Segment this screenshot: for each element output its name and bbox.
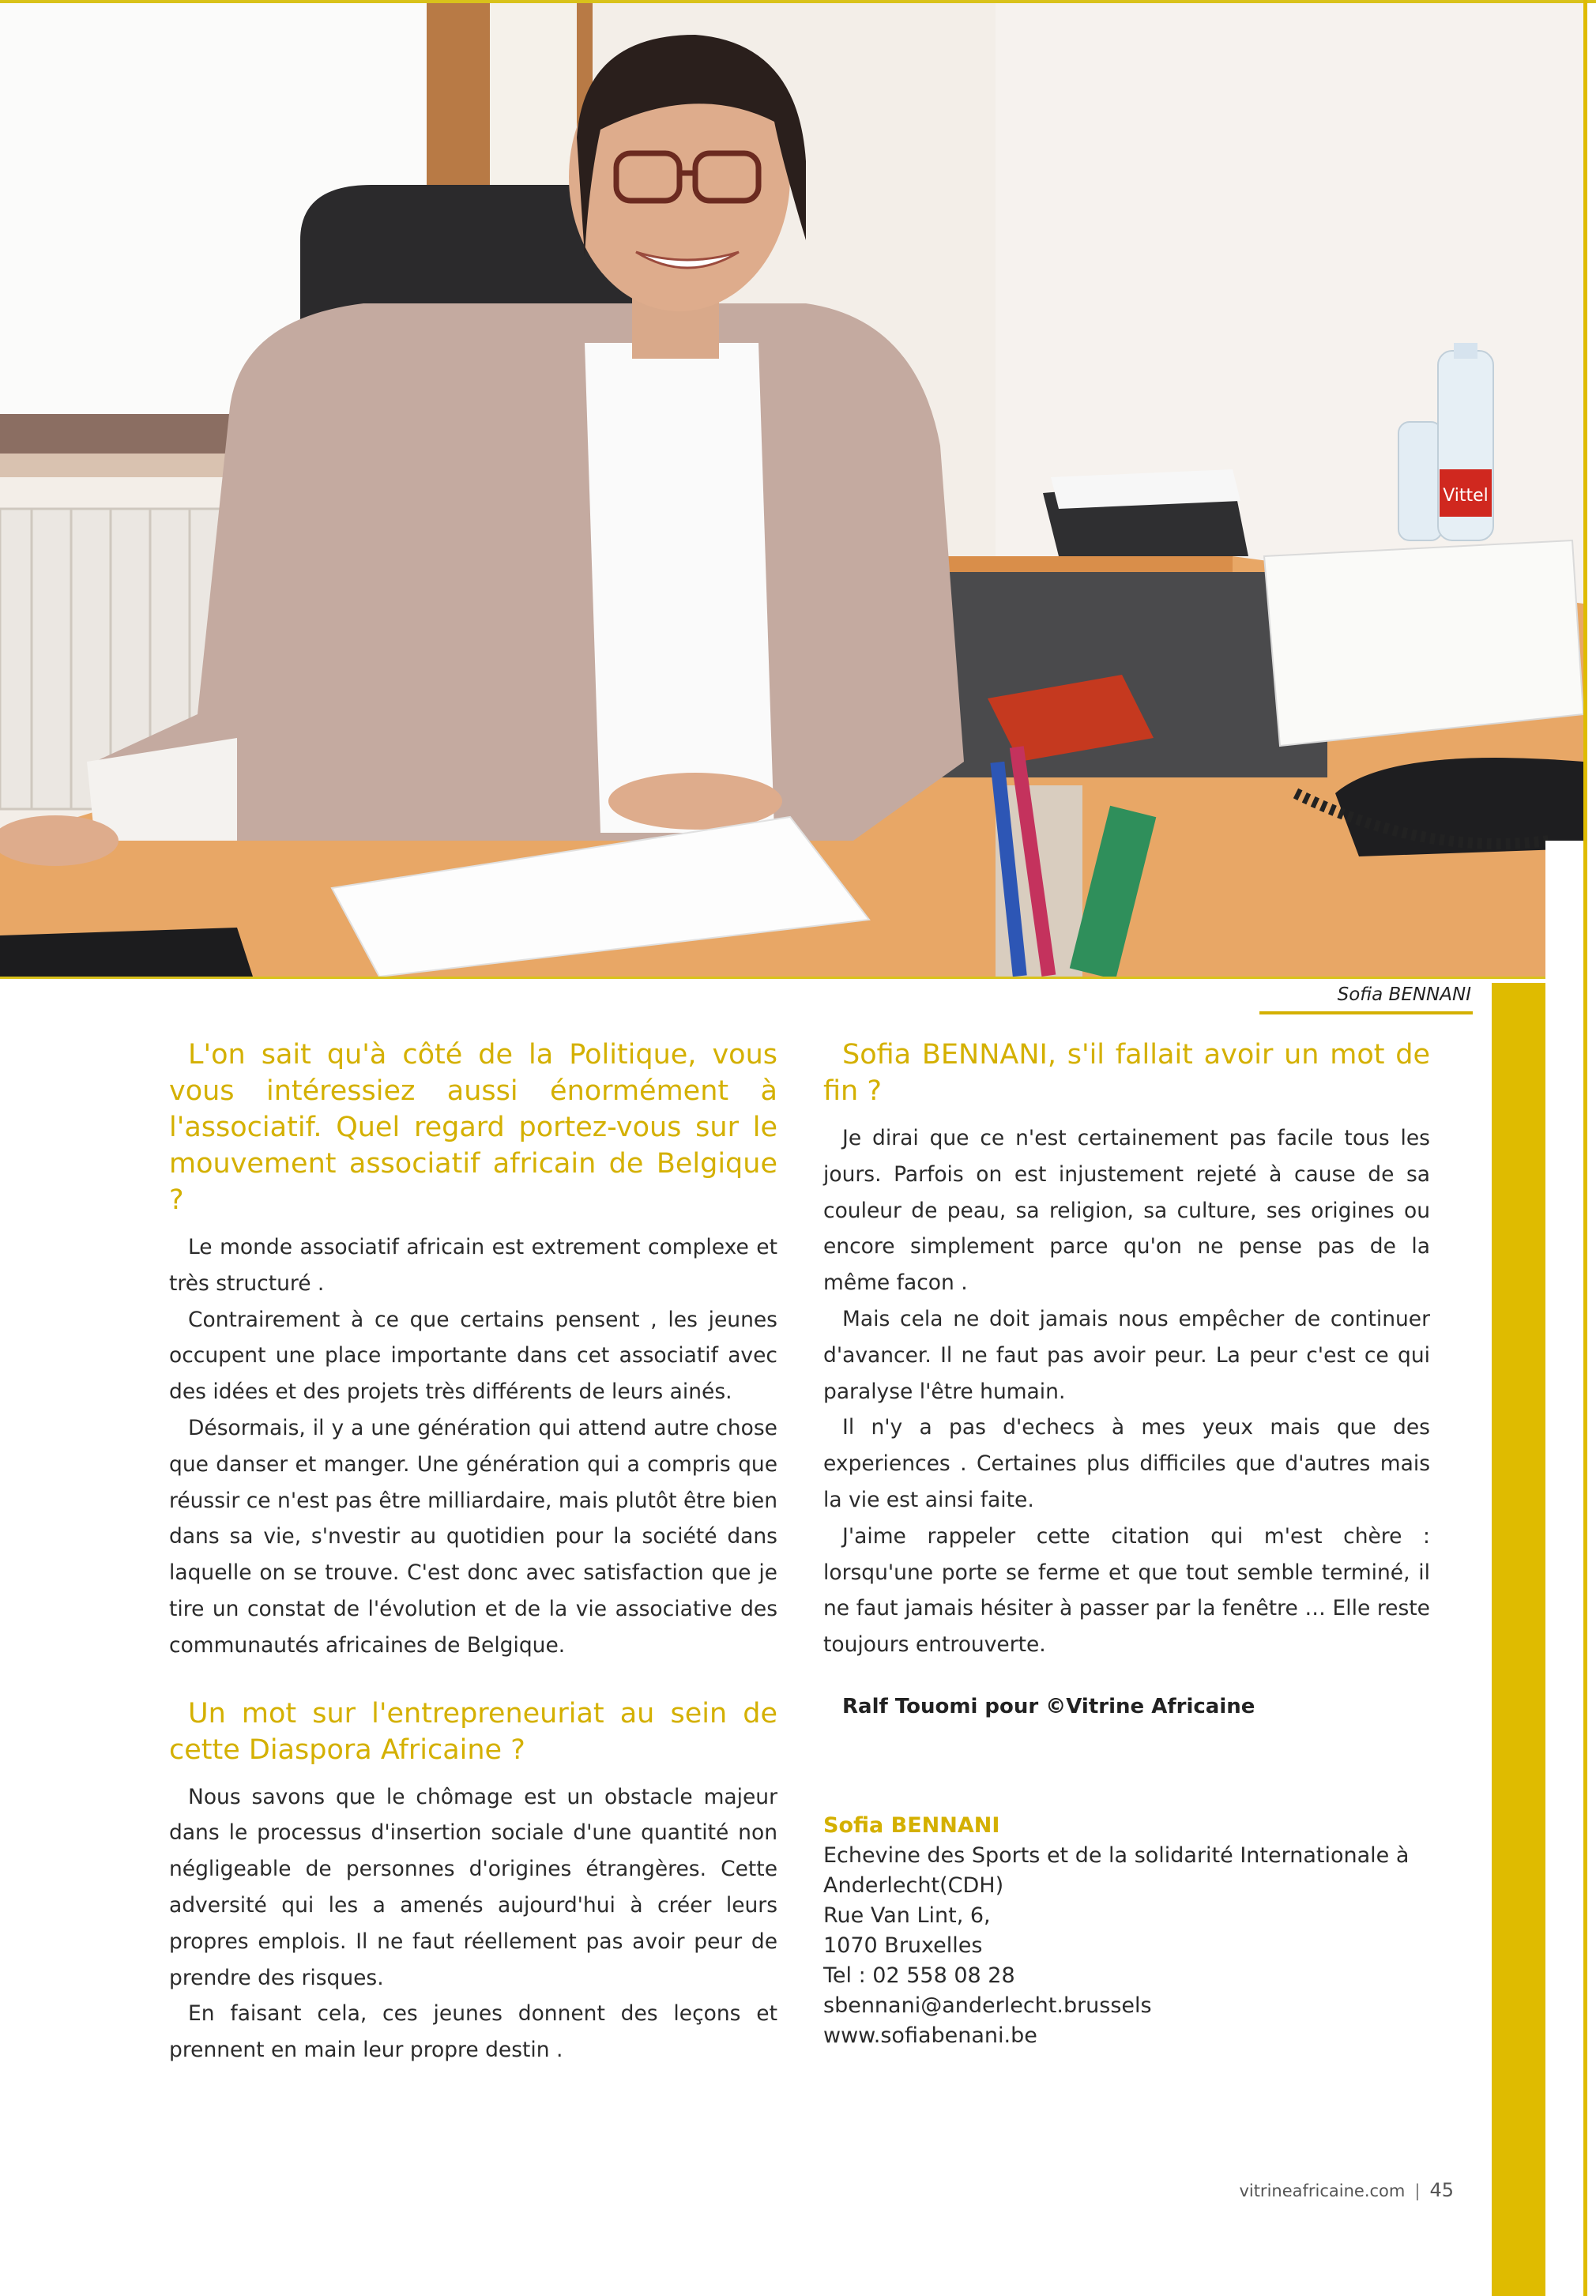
contact-phone: Tel : 02 558 08 28 xyxy=(823,1963,1015,1988)
answer-paragraph: Nous savons que le chômage est un obstacle majeur dans le processus d'insertion sociale d'une quantité non négligeable de personnes d'origines étrangères. Cette adversité qui les a amenés aujourd'hui à créer leurs propres emplois. Il ne faut réellement pas avoir peur de prendre des risques. xyxy=(169,1784,777,1990)
author-signature: Ralf Touomi pour ©Vitrine Africaine xyxy=(842,1694,1255,1718)
contact-name: Sofia BENNANI xyxy=(823,1813,1000,1838)
right-white-strip xyxy=(1545,841,1583,2296)
contact-role: Echevine des Sports et de la solidarité Internationale à Anderlecht(CDH) xyxy=(823,1843,1410,1898)
answer-paragraph: En faisant cela, ces jeunes donnent des leçons et prennent en main leur propre destin . xyxy=(169,2001,777,2063)
footer-site[interactable]: vitrineafricaine.com xyxy=(1239,2181,1406,2200)
answer-paragraph: Il n'y a pas d'echecs à mes yeux mais que des experiences . Certaines plus difficiles que d'autres mais la vie est ainsi faite. xyxy=(823,1415,1430,1512)
answer-paragraph: Désormais, il y a une génération qui attend autre chose que danser et manger. Une génération qui a compris que réussir ce n'est pas être milliardaire, mais plutôt être bien dans sa vie, s'nvestir au quotidien pour la société dans laquelle on se trouve. C'est donc avec satisfaction que je tire un constat de l'évolution et de la vie associative des communautés africaines de Belgique. xyxy=(169,1415,777,1658)
answer-paragraph: J'aime rappeler cette citation qui m'est chère : lorsqu'une porte se ferme et que tout semble terminé, il ne faut jamais hésiter à passer par la fenêtre … Elle reste toujours entrouverte. xyxy=(823,1523,1430,1658)
contact-website[interactable]: www.sofiabenani.be xyxy=(823,2023,1037,2048)
right-gold-band xyxy=(1492,983,1545,2296)
contact-city: 1070 Bruxelles xyxy=(823,1933,983,1958)
contact-email[interactable]: sbennani@anderlecht.brussels xyxy=(823,1993,1152,2018)
answer-paragraph: Je dirai que ce n'est certainement pas facile tous les jours. Parfois on est injustement rejeté à cause de sa couleur de peau, sa religion, sa culture, ses origines ou encore simplement parce qu'on ne pense pas de la même facon . xyxy=(823,1126,1430,1296)
contact-block xyxy=(823,1811,1424,2051)
question-entrepreneuriat: Un mot sur l'entrepreneuriat au sein de cette Diaspora Africaine ? xyxy=(169,1697,777,1766)
caption-underline xyxy=(1259,1011,1473,1014)
right-edge-band xyxy=(1583,0,1587,2296)
question-mot-de-fin: Sofia BENNANI, s'il fallait avoir un mot de fin ? xyxy=(823,1039,1430,1107)
right-column xyxy=(823,1037,1430,1718)
photo-caption: Sofia BENNANI xyxy=(1337,984,1471,1005)
page-number: 45 xyxy=(1429,2179,1454,2201)
question-associatif: L'on sait qu'à côté de la Politique, vous vous intéressiez aussi énormément à l'associatif. Quel regard portez-vous sur le mouvement associatif africain de Belgique ? xyxy=(169,1039,777,1216)
answer-paragraph: Contrairement à ce que certains pensent , les jeunes occupent une place importante dans cet associatif avec des idées et des projets très différents de leurs ainés. xyxy=(169,1307,777,1405)
page-footer xyxy=(1217,2179,1454,2201)
bottle-label: Vittel xyxy=(1443,486,1489,506)
left-column xyxy=(169,1037,777,2068)
portrait-photo xyxy=(0,3,1583,979)
answer-paragraph: Le monde associatif africain est extrement complexe et très structuré . xyxy=(169,1235,777,1296)
footer-separator: | xyxy=(1414,2181,1421,2200)
contact-street: Rue Van Lint, 6, xyxy=(823,1903,991,1928)
answer-paragraph: Mais cela ne doit jamais nous empêcher de continuer d'avancer. Il ne faut pas avoir peur. La peur c'est ce qui paralyse l'être humain. xyxy=(823,1306,1430,1404)
